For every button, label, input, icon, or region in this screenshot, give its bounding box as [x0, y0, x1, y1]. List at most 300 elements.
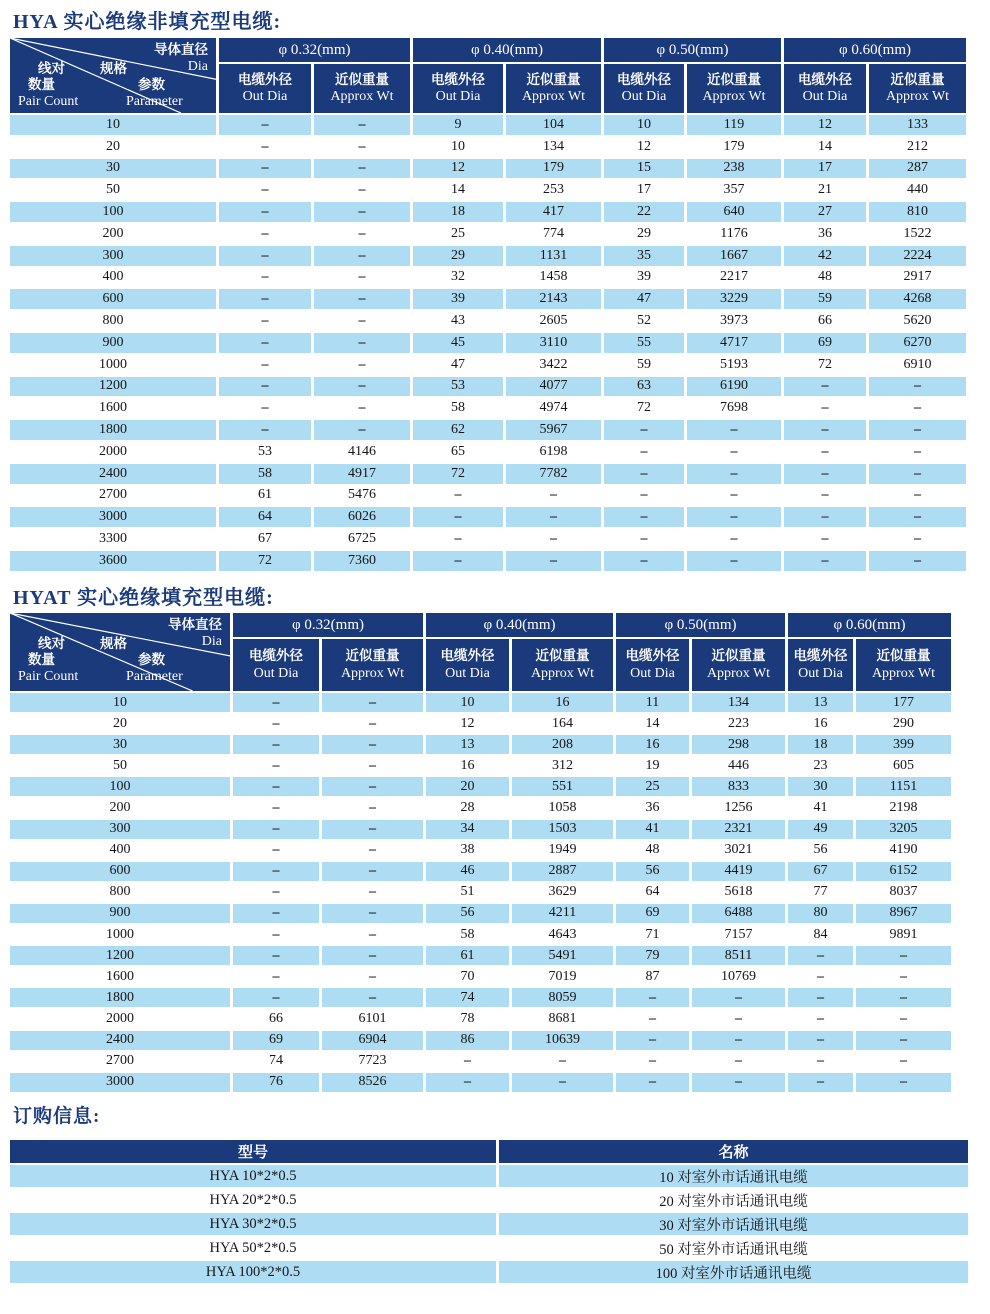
value-cell: –	[692, 1031, 785, 1050]
value-cell: 25	[413, 224, 503, 244]
value-cell: 53	[219, 442, 311, 462]
value-cell: 84	[788, 925, 853, 944]
value-cell: 15	[604, 159, 684, 179]
value-cell: 17	[604, 180, 684, 200]
approx-wt-header	[506, 64, 601, 113]
value-cell: –	[322, 925, 423, 944]
value-cell: 18	[413, 202, 503, 222]
value-cell: –	[322, 693, 423, 712]
value-cell: 14	[616, 714, 689, 733]
pair-count-cell: 3000	[10, 507, 216, 527]
value-cell: 34	[426, 820, 509, 839]
value-cell: –	[616, 988, 689, 1007]
value-cell: 4717	[687, 333, 781, 353]
value-cell: 12	[413, 159, 503, 179]
out-dia-header	[784, 64, 866, 113]
value-cell: 72	[219, 551, 311, 571]
value-cell: 6152	[856, 862, 951, 881]
value-cell: 1176	[687, 224, 781, 244]
value-cell: 52	[604, 311, 684, 331]
value-cell: –	[219, 159, 311, 179]
out-dia-label-en: Out Dia	[630, 665, 675, 681]
pair-count-cell: 800	[10, 883, 230, 902]
name-cell: 50 对室外市话通讯电缆	[499, 1237, 968, 1259]
value-cell: –	[604, 529, 684, 549]
value-cell: –	[687, 486, 781, 506]
out-dia-label-en: Out Dia	[621, 89, 667, 105]
value-cell: –	[869, 551, 966, 571]
value-cell: 8511	[692, 946, 785, 965]
approx-wt-label-en: Approx Wt	[702, 89, 766, 105]
corner-label-conductor-dia-en: Dia	[187, 59, 208, 74]
value-cell: –	[322, 735, 423, 754]
value-cell: 11	[616, 693, 689, 712]
value-cell: 253	[506, 180, 601, 200]
value-cell: –	[788, 946, 853, 965]
value-cell: 28	[426, 798, 509, 817]
pair-count-cell: 200	[10, 798, 230, 817]
value-cell: –	[788, 988, 853, 1007]
value-cell: 4211	[512, 904, 613, 923]
value-cell: –	[314, 289, 410, 309]
value-cell: –	[869, 420, 966, 440]
approx-wt-label-en: Approx Wt	[530, 665, 595, 681]
value-cell: –	[219, 180, 311, 200]
value-cell: 10	[413, 137, 503, 157]
value-cell: 2143	[506, 289, 601, 309]
value-cell: 5618	[692, 883, 785, 902]
corner-header-cell	[10, 38, 216, 113]
out-dia-header	[604, 64, 684, 113]
pair-count-cell: 3000	[10, 1073, 230, 1092]
value-cell: 16	[616, 735, 689, 754]
value-cell: 3110	[506, 333, 601, 353]
value-cell: 6725	[314, 529, 410, 549]
value-cell: –	[692, 1073, 785, 1092]
corner-label-conductor-dia-cn: 导体直径	[168, 617, 222, 632]
name-cell: 20 对室外市话通讯电缆	[499, 1189, 968, 1211]
value-cell: –	[219, 420, 311, 440]
out-dia-label-en: Out Dia	[242, 89, 288, 105]
value-cell: –	[604, 507, 684, 527]
value-cell: 164	[512, 714, 613, 733]
pair-count-cell: 2700	[10, 486, 216, 506]
value-cell: 774	[506, 224, 601, 244]
out-dia-label-en: Out Dia	[445, 665, 490, 681]
value-cell: 29	[413, 246, 503, 266]
value-cell: –	[788, 967, 853, 986]
out-dia-header	[788, 639, 853, 691]
value-cell: 77	[788, 883, 853, 902]
value-cell: –	[687, 420, 781, 440]
approx-wt-header	[512, 639, 613, 691]
diameter-group-header: φ 0.40(mm)	[426, 613, 613, 637]
value-cell: 74	[233, 1052, 319, 1071]
value-cell: 2224	[869, 246, 966, 266]
value-cell: –	[869, 529, 966, 549]
value-cell: 69	[784, 333, 866, 353]
value-cell: 25	[616, 777, 689, 796]
value-cell: –	[233, 967, 319, 986]
value-cell: 10769	[692, 967, 785, 986]
value-cell: 6190	[687, 377, 781, 397]
value-cell: 134	[692, 693, 785, 712]
value-cell: –	[233, 946, 319, 965]
value-cell: –	[233, 798, 319, 817]
value-cell: –	[869, 398, 966, 418]
value-cell: 61	[426, 946, 509, 965]
value-cell: 58	[413, 398, 503, 418]
value-cell: 10	[426, 693, 509, 712]
value-cell: –	[314, 202, 410, 222]
value-cell: 287	[869, 159, 966, 179]
value-cell: 1058	[512, 798, 613, 817]
pair-count-cell: 30	[10, 159, 216, 179]
value-cell: –	[616, 1009, 689, 1028]
value-cell: 1949	[512, 841, 613, 860]
value-cell: 4643	[512, 925, 613, 944]
value-cell: –	[314, 333, 410, 353]
value-cell: –	[687, 529, 781, 549]
hyat-spec-table	[10, 613, 968, 1092]
value-cell: –	[413, 486, 503, 506]
value-cell: 238	[687, 159, 781, 179]
value-cell: 46	[426, 862, 509, 881]
value-cell: 63	[604, 377, 684, 397]
corner-label-pair-cn-1: 线对	[38, 636, 65, 651]
model-cell: HYA 30*2*0.5	[10, 1213, 496, 1235]
out-dia-label-cn: 电缆外径	[625, 648, 680, 664]
value-cell: 7360	[314, 551, 410, 571]
pair-count-cell: 400	[10, 268, 216, 288]
value-cell: –	[219, 268, 311, 288]
value-cell: 76	[233, 1073, 319, 1092]
corner-label-conductor-dia-en: Dia	[201, 634, 222, 649]
pair-count-cell: 1000	[10, 925, 230, 944]
value-cell: –	[322, 820, 423, 839]
out-dia-header	[233, 639, 319, 691]
value-cell: 47	[413, 355, 503, 375]
diameter-group-header: φ 0.40(mm)	[413, 38, 601, 62]
value-cell: –	[322, 904, 423, 923]
hya-spec-table	[10, 38, 968, 571]
value-cell: 1458	[506, 268, 601, 288]
out-dia-label-cn: 电缆外径	[793, 648, 848, 664]
value-cell: –	[616, 1073, 689, 1092]
value-cell: –	[856, 946, 951, 965]
value-cell: 5476	[314, 486, 410, 506]
value-cell: –	[219, 398, 311, 418]
approx-wt-label-cn: 近似重量	[335, 71, 389, 87]
value-cell: 298	[692, 735, 785, 754]
value-cell: 119	[687, 115, 781, 135]
pair-count-cell: 2400	[10, 1031, 230, 1050]
corner-label-pair-cn-2: 数量	[28, 652, 55, 667]
approx-wt-header	[856, 639, 951, 691]
approx-wt-header	[692, 639, 785, 691]
pair-count-cell: 2000	[10, 1009, 230, 1028]
value-cell: 62	[413, 420, 503, 440]
approx-wt-label-en: Approx Wt	[706, 665, 771, 681]
pair-count-cell: 50	[10, 756, 230, 775]
value-cell: –	[856, 1073, 951, 1092]
approx-wt-label-cn: 近似重量	[711, 648, 766, 664]
pair-count-cell: 400	[10, 841, 230, 860]
out-dia-header	[413, 64, 503, 113]
pair-count-cell: 2000	[10, 442, 216, 462]
value-cell: 79	[616, 946, 689, 965]
value-cell: 1667	[687, 246, 781, 266]
corner-label-pair-cn-1: 线对	[38, 61, 65, 76]
value-cell: 41	[788, 798, 853, 817]
value-cell: 179	[506, 159, 601, 179]
order-section-title: 订购信息:	[13, 1106, 101, 1127]
value-cell: –	[692, 1052, 785, 1071]
out-dia-label-en: Out Dia	[253, 665, 299, 681]
value-cell: –	[784, 486, 866, 506]
value-cell: 53	[413, 377, 503, 397]
value-cell: 39	[604, 268, 684, 288]
value-cell: –	[506, 507, 601, 527]
value-cell: –	[314, 180, 410, 200]
out-dia-header	[616, 639, 689, 691]
value-cell: 29	[604, 224, 684, 244]
value-cell: –	[856, 1052, 951, 1071]
pair-count-cell: 10	[10, 115, 216, 135]
value-cell: 399	[856, 735, 951, 754]
value-cell: –	[687, 507, 781, 527]
value-cell: 6198	[506, 442, 601, 462]
value-cell: 10	[604, 115, 684, 135]
value-cell: 417	[506, 202, 601, 222]
hya-section-title: HYA 实心绝缘非填充型电缆:	[13, 11, 282, 33]
value-cell: –	[604, 551, 684, 571]
pair-count-cell: 10	[10, 693, 230, 712]
value-cell: –	[233, 693, 319, 712]
corner-label-pair-cn-2: 数量	[28, 77, 55, 92]
value-cell: 2321	[692, 820, 785, 839]
diameter-group-header: φ 0.60(mm)	[788, 613, 951, 637]
value-cell: 290	[856, 714, 951, 733]
corner-label-conductor-dia-cn: 导体直径	[154, 42, 208, 57]
value-cell: 133	[869, 115, 966, 135]
value-cell: 8037	[856, 883, 951, 902]
value-cell: 8526	[322, 1073, 423, 1092]
pair-count-cell: 1000	[10, 355, 216, 375]
value-cell: –	[233, 904, 319, 923]
value-cell: –	[233, 988, 319, 1007]
value-cell: –	[506, 486, 601, 506]
value-cell: –	[856, 988, 951, 1007]
out-dia-header	[426, 639, 509, 691]
value-cell: 5620	[869, 311, 966, 331]
corner-label-spec-cn-2: 参数	[138, 652, 165, 667]
value-cell: 134	[506, 137, 601, 157]
value-cell: 58	[426, 925, 509, 944]
value-cell: 16	[426, 756, 509, 775]
pair-count-cell: 800	[10, 311, 216, 331]
approx-wt-label-en: Approx Wt	[330, 89, 394, 105]
corner-header-cell	[10, 613, 230, 691]
value-cell: –	[784, 529, 866, 549]
value-cell: 30	[788, 777, 853, 796]
value-cell: 446	[692, 756, 785, 775]
corner-label-parameter-en: Parameter	[126, 669, 183, 684]
value-cell: –	[692, 1009, 785, 1028]
value-cell: –	[219, 377, 311, 397]
value-cell: 8967	[856, 904, 951, 923]
value-cell: –	[856, 967, 951, 986]
value-cell: –	[788, 1031, 853, 1050]
value-cell: 35	[604, 246, 684, 266]
value-cell: –	[506, 529, 601, 549]
value-cell: 6270	[869, 333, 966, 353]
value-cell: –	[784, 551, 866, 571]
value-cell: 47	[604, 289, 684, 309]
approx-wt-label-en: Approx Wt	[871, 665, 936, 681]
pair-count-cell: 300	[10, 820, 230, 839]
value-cell: –	[233, 714, 319, 733]
approx-wt-label-cn: 近似重量	[890, 71, 945, 87]
value-cell: –	[604, 442, 684, 462]
value-cell: 208	[512, 735, 613, 754]
value-cell: 177	[856, 693, 951, 712]
approx-wt-label-en: Approx Wt	[340, 665, 405, 681]
value-cell: 27	[784, 202, 866, 222]
out-dia-label-cn: 电缆外径	[431, 71, 485, 87]
out-dia-label-cn: 电缆外径	[249, 648, 303, 664]
value-cell: –	[219, 355, 311, 375]
value-cell: 56	[788, 841, 853, 860]
model-cell: HYA 50*2*0.5	[10, 1237, 496, 1259]
value-cell: 5491	[512, 946, 613, 965]
value-cell: 64	[219, 507, 311, 527]
value-cell: –	[784, 442, 866, 462]
diameter-group-header: φ 0.32(mm)	[233, 613, 423, 637]
pair-count-cell: 20	[10, 714, 230, 733]
value-cell: 2887	[512, 862, 613, 881]
value-cell: 36	[784, 224, 866, 244]
value-cell: –	[219, 333, 311, 353]
value-cell: –	[314, 159, 410, 179]
value-cell: –	[784, 464, 866, 484]
name-cell: 100 对室外市话通讯电缆	[499, 1261, 968, 1283]
value-cell: –	[687, 551, 781, 571]
value-cell: 4974	[506, 398, 601, 418]
value-cell: 12	[604, 137, 684, 157]
value-cell: –	[233, 883, 319, 902]
value-cell: 212	[869, 137, 966, 157]
value-cell: 69	[616, 904, 689, 923]
approx-wt-label-cn: 近似重量	[707, 71, 761, 87]
value-cell: 4268	[869, 289, 966, 309]
value-cell: 2605	[506, 311, 601, 331]
value-cell: 74	[426, 988, 509, 1007]
value-cell: –	[322, 777, 423, 796]
approx-wt-header	[687, 64, 781, 113]
value-cell: 6101	[322, 1009, 423, 1028]
value-cell: –	[856, 1009, 951, 1028]
approx-wt-header	[314, 64, 410, 113]
value-cell: 4077	[506, 377, 601, 397]
value-cell: 1131	[506, 246, 601, 266]
pair-count-cell: 100	[10, 202, 216, 222]
value-cell: –	[314, 246, 410, 266]
value-cell: –	[687, 464, 781, 484]
value-cell: 66	[784, 311, 866, 331]
value-cell: 17	[784, 159, 866, 179]
value-cell: –	[219, 224, 311, 244]
approx-wt-label-cn: 近似重量	[535, 648, 590, 664]
value-cell: –	[233, 735, 319, 754]
value-cell: –	[233, 820, 319, 839]
value-cell: –	[604, 486, 684, 506]
value-cell: 104	[506, 115, 601, 135]
approx-wt-label-en: Approx Wt	[521, 89, 586, 105]
hyat-section-title: HYAT 实心绝缘填充型电缆:	[13, 587, 274, 609]
value-cell: 3021	[692, 841, 785, 860]
value-cell: 14	[413, 180, 503, 200]
value-cell: –	[869, 486, 966, 506]
value-cell: 48	[616, 841, 689, 860]
value-cell: –	[322, 946, 423, 965]
value-cell: 3422	[506, 355, 601, 375]
value-cell: –	[869, 507, 966, 527]
pair-count-cell: 50	[10, 180, 216, 200]
out-dia-label-cn: 电缆外径	[238, 71, 292, 87]
value-cell: 833	[692, 777, 785, 796]
approx-wt-header	[869, 64, 966, 113]
value-cell: 59	[604, 355, 684, 375]
value-cell: –	[604, 420, 684, 440]
approx-wt-header	[322, 639, 423, 691]
value-cell: 440	[869, 180, 966, 200]
out-dia-label-cn: 电缆外径	[798, 71, 852, 87]
value-cell: 8681	[512, 1009, 613, 1028]
value-cell: 71	[616, 925, 689, 944]
value-cell: –	[413, 507, 503, 527]
pair-count-cell: 2700	[10, 1052, 230, 1071]
value-cell: –	[219, 137, 311, 157]
value-cell: –	[322, 862, 423, 881]
value-cell: 551	[512, 777, 613, 796]
pair-count-cell: 600	[10, 289, 216, 309]
value-cell: –	[788, 1052, 853, 1071]
value-cell: –	[784, 507, 866, 527]
out-dia-header	[219, 64, 311, 113]
value-cell: –	[219, 246, 311, 266]
value-cell: –	[233, 841, 319, 860]
value-cell: 13	[426, 735, 509, 754]
pair-count-cell: 1200	[10, 377, 216, 397]
value-cell: –	[426, 1073, 509, 1092]
value-cell: 19	[616, 756, 689, 775]
value-cell: 59	[784, 289, 866, 309]
value-cell: 6910	[869, 355, 966, 375]
value-cell: –	[784, 398, 866, 418]
value-cell: 67	[788, 862, 853, 881]
order-info-table	[10, 1140, 968, 1283]
pair-count-cell: 1600	[10, 398, 216, 418]
diameter-group-header: φ 0.60(mm)	[784, 38, 966, 62]
pair-count-cell: 900	[10, 333, 216, 353]
value-cell: 67	[219, 529, 311, 549]
value-cell: 38	[426, 841, 509, 860]
value-cell: 6904	[322, 1031, 423, 1050]
model-column-header: 型号	[10, 1140, 496, 1163]
value-cell: –	[314, 398, 410, 418]
value-cell: 41	[616, 820, 689, 839]
